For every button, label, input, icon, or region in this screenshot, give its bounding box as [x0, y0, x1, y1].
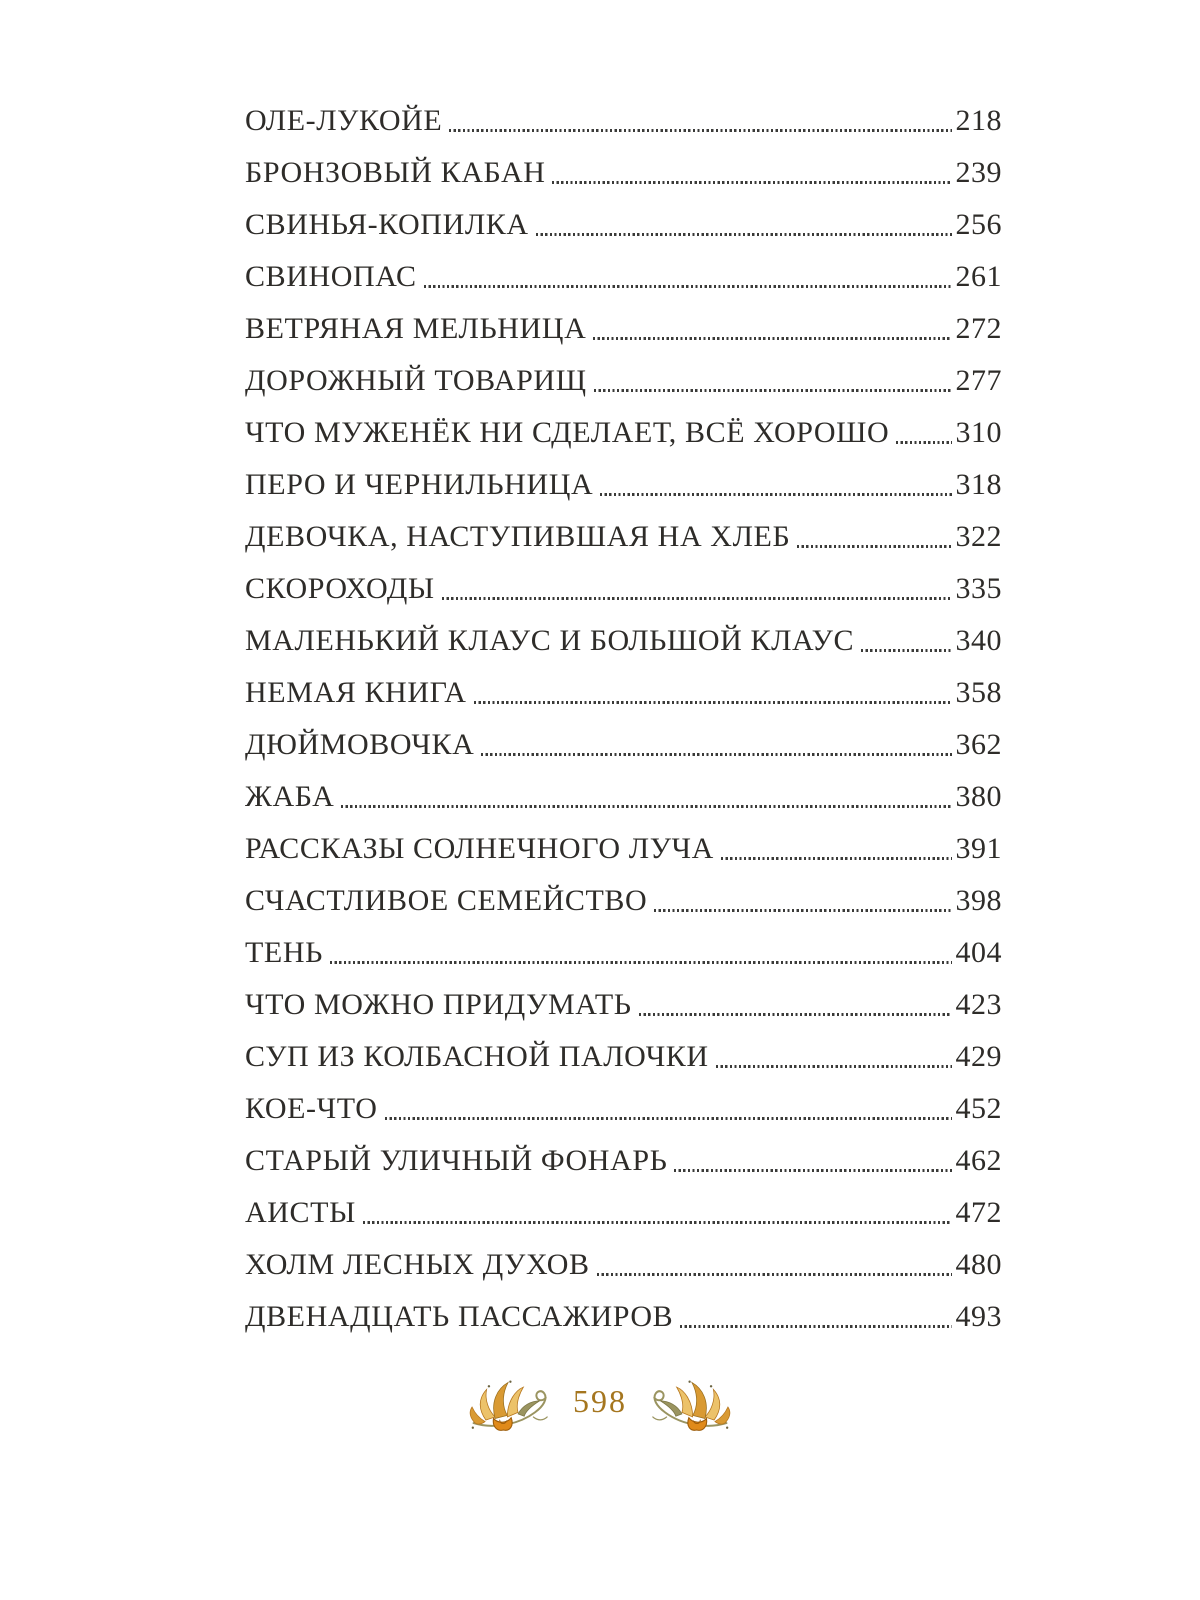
toc-entry	[245, 303, 1002, 355]
toc-dot-leader	[424, 285, 952, 288]
toc-entry-page-number: 429	[955, 1040, 1002, 1073]
toc-entry	[245, 1239, 1002, 1291]
toc-entry	[245, 511, 1002, 563]
toc-entry-page-number: 493	[955, 1300, 1002, 1333]
toc-entry	[245, 251, 1002, 303]
toc-entry-page-number: 218	[955, 104, 1002, 137]
toc-dot-leader	[716, 1065, 952, 1068]
toc-entry	[245, 1187, 1002, 1239]
toc-entry-page-number: 391	[955, 832, 1002, 865]
toc-entry-title: ДЮЙМОВОЧКА	[245, 728, 475, 761]
toc-entry-page-number: 380	[955, 780, 1002, 813]
toc-entry	[245, 407, 1002, 459]
toc-dot-leader	[639, 1013, 952, 1016]
toc-dot-leader	[385, 1117, 952, 1120]
toc-entry-title: ЧТО МОЖНО ПРИДУМАТЬ	[245, 988, 632, 1021]
toc-entry-page-number: 272	[955, 312, 1002, 345]
toc-entry	[245, 875, 1002, 927]
toc-entry-page-number: 404	[955, 936, 1002, 969]
toc-entry-title: БРОНЗОВЫЙ КАБАН	[245, 156, 546, 189]
toc-dot-leader	[896, 441, 951, 444]
toc-entry	[245, 927, 1002, 979]
toc-entry-title: НЕМАЯ КНИГА	[245, 676, 467, 709]
toc-entry-page-number: 480	[955, 1248, 1002, 1281]
toc-entry	[245, 1083, 1002, 1135]
toc-entry-title: СТАРЫЙ УЛИЧНЫЙ ФОНАРЬ	[245, 1144, 668, 1177]
toc-entry	[245, 459, 1002, 511]
toc-entry-page-number: 358	[955, 676, 1002, 709]
toc-entry-title: ОЛЕ-ЛУКОЙЕ	[245, 104, 443, 137]
toc-dot-leader	[797, 545, 951, 548]
toc-entry-title: ДОРОЖНЫЙ ТОВАРИЩ	[245, 364, 587, 397]
toc-entry-page-number: 318	[955, 468, 1002, 501]
toc-entry-title: КОЕ-ЧТО	[245, 1092, 378, 1125]
toc-entry-title: АИСТЫ	[245, 1196, 356, 1229]
toc-entry-title: СУП ИЗ КОЛБАСНОЙ ПАЛОЧКИ	[245, 1040, 709, 1073]
toc-entry-title: ХОЛМ ЛЕСНЫХ ДУХОВ	[245, 1248, 590, 1281]
toc-entry	[245, 771, 1002, 823]
toc-entry-page-number: 423	[955, 988, 1002, 1021]
toc-dot-leader	[474, 701, 952, 704]
toc-entry-page-number: 310	[955, 416, 1002, 449]
toc-entry	[245, 1291, 1002, 1343]
toc-entry-title: ДЕВОЧКА, НАСТУПИВШАЯ НА ХЛЕБ	[245, 520, 791, 553]
toc-entry	[245, 199, 1002, 251]
toc-entry-page-number: 277	[955, 364, 1002, 397]
folio-page-number: 598	[573, 1382, 627, 1419]
toc-entry	[245, 147, 1002, 199]
toc-entry-page-number: 335	[955, 572, 1002, 605]
toc-entry-page-number: 239	[955, 156, 1002, 189]
toc-entry	[245, 563, 1002, 615]
toc-dot-leader	[449, 129, 951, 132]
toc-entry-page-number: 472	[955, 1196, 1002, 1229]
floral-ornament-right-icon	[639, 1377, 731, 1437]
toc-entry-title: МАЛЕНЬКИЙ КЛАУС И БОЛЬШОЙ КЛАУС	[245, 624, 855, 657]
toc-entry	[245, 355, 1002, 407]
toc-entry-page-number: 452	[955, 1092, 1002, 1125]
floral-ornament-left-icon	[469, 1377, 561, 1437]
toc-dot-leader	[597, 1273, 952, 1276]
toc-dot-leader	[680, 1325, 951, 1328]
toc-entry	[245, 1031, 1002, 1083]
toc-entry	[245, 615, 1002, 667]
toc-dot-leader	[481, 753, 951, 756]
toc-entry-title: СВИНЬЯ-КОПИЛКА	[245, 208, 529, 241]
toc-entry-title: СКОРОХОДЫ	[245, 572, 435, 605]
toc-dot-leader	[536, 233, 952, 236]
toc-entry	[245, 719, 1002, 771]
toc-entry-page-number: 322	[955, 520, 1002, 553]
toc-dot-leader	[861, 649, 951, 652]
toc-dot-leader	[330, 961, 952, 964]
toc-entry	[245, 95, 1002, 147]
toc-entry-title: ЧТО МУЖЕНЁК НИ СДЕЛАЕТ, ВСЁ ХОРОШО	[245, 416, 890, 449]
toc-entry	[245, 667, 1002, 719]
toc-dot-leader	[721, 857, 952, 860]
toc-dot-leader	[674, 1169, 951, 1172]
toc-entry-page-number: 261	[955, 260, 1002, 293]
toc-dot-leader	[600, 493, 951, 496]
toc-dot-leader	[594, 389, 952, 392]
toc-entry-title: ПЕРО И ЧЕРНИЛЬНИЦА	[245, 468, 594, 501]
toc-entry-page-number: 462	[955, 1144, 1002, 1177]
toc-dot-leader	[363, 1221, 952, 1224]
toc-entry-title: СВИНОПАС	[245, 260, 417, 293]
toc-entry-page-number: 398	[955, 884, 1002, 917]
toc-dot-leader	[442, 597, 952, 600]
toc-entry-page-number: 256	[955, 208, 1002, 241]
toc-dot-leader	[341, 805, 951, 808]
toc-dot-leader	[654, 909, 951, 912]
toc-dot-leader	[552, 181, 951, 184]
toc-entry	[245, 979, 1002, 1031]
toc-entry-title: РАССКАЗЫ СОЛНЕЧНОГО ЛУЧА	[245, 832, 714, 865]
page-footer	[0, 1377, 1200, 1437]
toc-entry-page-number: 362	[955, 728, 1002, 761]
toc-entry-title: ЖАБА	[245, 780, 335, 813]
toc-entry-title: ДВЕНАДЦАТЬ ПАССАЖИРОВ	[245, 1300, 674, 1333]
toc-entry	[245, 1135, 1002, 1187]
toc-entry-title: ТЕНЬ	[245, 936, 323, 969]
toc-entry-title: СЧАСТЛИВОЕ СЕМЕЙСТВО	[245, 884, 648, 917]
toc-entry-title: ВЕТРЯНАЯ МЕЛЬНИЦА	[245, 312, 587, 345]
toc-dot-leader	[593, 337, 951, 340]
toc-entry-page-number: 340	[955, 624, 1002, 657]
toc-entry	[245, 823, 1002, 875]
